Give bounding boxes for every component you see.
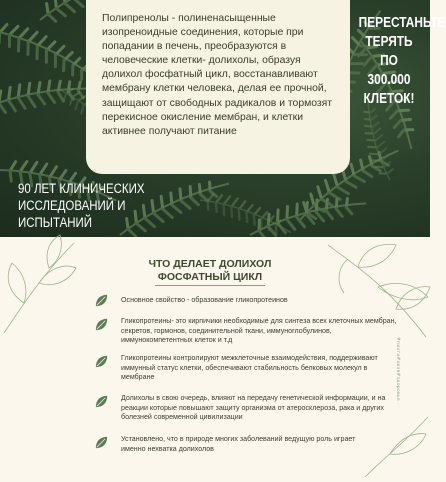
title-underline	[155, 285, 265, 286]
slogan-stop-losing-cells: ПЕРЕСТАНЬТЕ ТЕРЯТЬ ПО 300.000 КЛЕТОК!	[358, 15, 446, 107]
fern-banner	[0, 0, 446, 237]
hashtag-vertical: #пихта#хвоя#здоровье	[395, 337, 400, 401]
section-title: ЧТО ДЕЛАЕТ ДОЛИХОЛ ФОСФАТНЫЙ ЦИКЛ	[148, 258, 272, 283]
leaf-bullet-icon	[94, 293, 109, 308]
list-item-text: Гликопротеины- это кирпичики необходимые для синтеза всех клеточных мембран, секретов, гормонов, соединительной ткани, иммуноглобулинов, иммунокомпетентных клеток и т.д	[121, 317, 397, 345]
info-section	[0, 237, 430, 480]
leaf-decoration-left-icon	[0, 233, 84, 343]
leaf-bullet-icon	[94, 354, 109, 369]
slogan-clinical-research: 90 ЛЕТ КЛИНИЧЕСКИХ ИССЛЕДОВАНИЙ И ИСПЫТАНИЙ	[18, 181, 145, 230]
info-text-card	[86, 0, 350, 174]
list-item-text: Установлено, что в природе многих заболеваний ведущую роль играет именно нехватка долихолов	[121, 435, 356, 453]
leaf-bullet-icon	[94, 435, 109, 450]
leaf-bullet-icon	[94, 394, 109, 409]
list-item-text: Основное свойство - образование гликопротеинов	[121, 296, 288, 304]
list-item-text: Долихолы в свою очередь, влияют на передачу генетической информации, и на реакции которые повышают защиту организма от атеросклероза, рака и других болезней современной цивилизации	[121, 394, 386, 422]
card-paragraph: Полипренолы - полиненасыщенные изопреноидные соединения, которые при попадании в печень, преобразуются в человеческие клетки- долихолы, образуя долихол фосфатный цикл, восстанавливают мембрану клетки человека, делая ее прочной, защищают от свободных радикалов и тормозят перекисное окисление мембран, и клетки активнее получают питание	[102, 13, 333, 137]
list-item-text: Гликопротеины контролируют межклеточные взаимодействия, поддерживают иммунный статус клетки, обеспечивают стабильность белковых молекул в мембране	[121, 354, 378, 382]
leaf-bullet-icon	[94, 317, 109, 332]
